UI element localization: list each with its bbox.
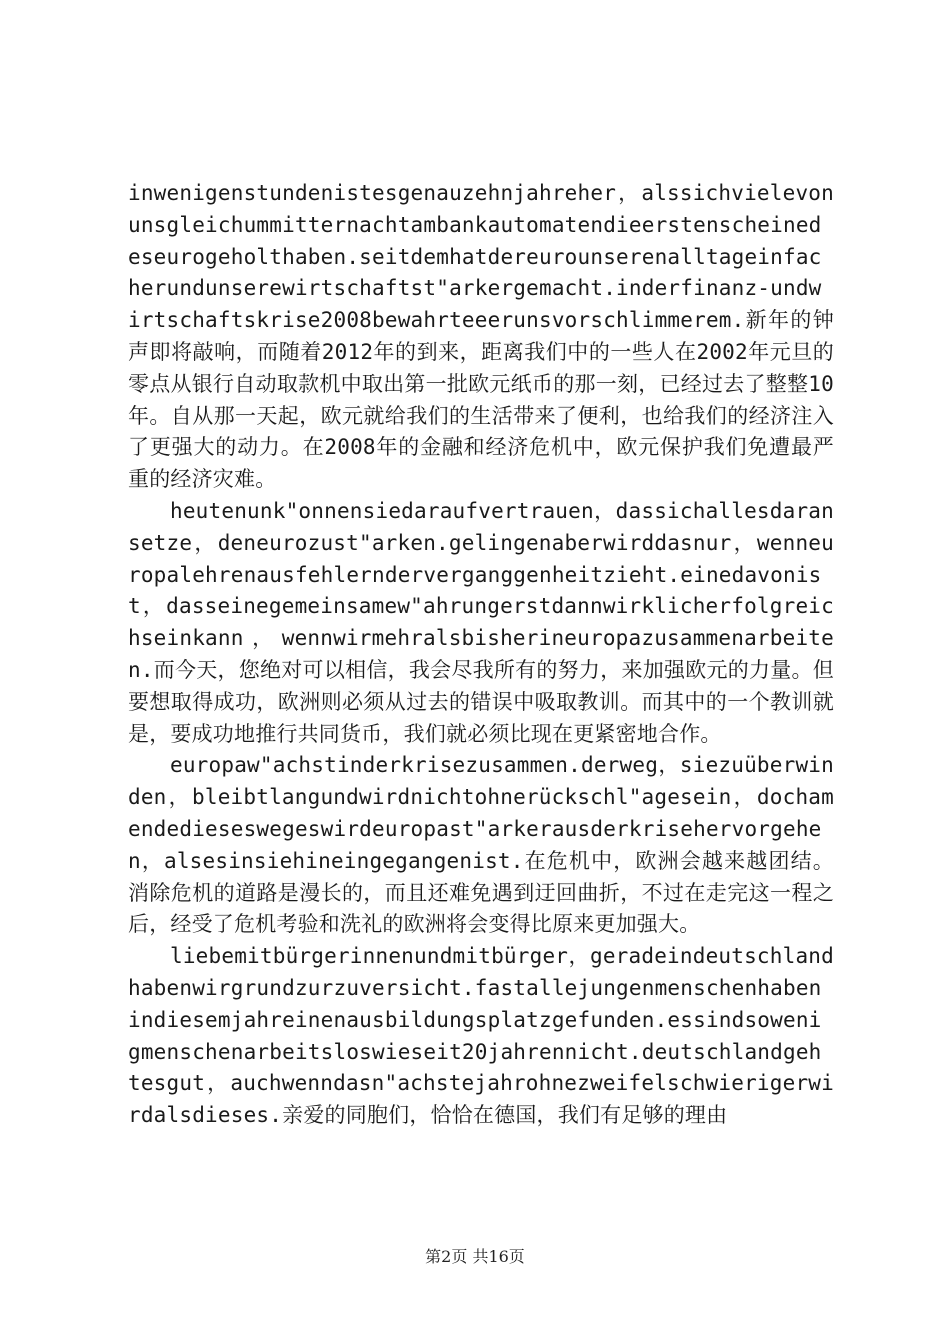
body-text xyxy=(128,178,834,1132)
paragraph-2: heutenunk"onnensiedaraufvertrauen，dassichallesdaransetze，deneurozust"arken.gelingenaberwirddasnur，wenneuropalehrenausfehlernderverganggenheitzieht.einedavonist，dasseinegemeinsamew"ahrungerstdannwirklicherfolgreichseinkann，wennwirmehralsbisherineuropazusammenarbeiten.而今天，您绝对可以相信，我会尽我所有的努力，来加强欧元的力量。但要想取得成功，欧洲则必须从过去的错误中吸取教训。而其中的一个教训就是，要成功地推行共同货币，我们就必须比现在更紧密地合作。 xyxy=(128,498,834,746)
page-number-footer: 第2页 共16页 xyxy=(425,1247,525,1266)
paragraph-1: inwenigenstundenistesgenauzehnjahreher，alssichvielevonunsgleichummitternachtambankautomatendieerstenscheinedeseurogeholthaben.seitdemhatdereurounserenalltageinfacherundunserewirtschaftst"arkergemacht.inderfinanz-undwirtschaftskrise2008bewahrteeerunsvorschlimmerem.新年的钟声即将敲响，而随着2012年的到来，距离我们中的一些人在2002年元旦的零点从银行自动取款机中取出第一批欧元纸币的那一刻，已经过去了整整10年。自从那一天起，欧元就给我们的生活带来了便利，也给我们的经济注入了更强大的动力。在2008年的金融和经济危机中，欧元保护我们免遭最严重的经济灾难。 xyxy=(128,181,834,492)
paragraph-3: europaw"achstinderkrisezusammen.derweg，siezuüberwinden，bleibtlangundwirdnichtohnerückschl"agesein，dochamendedieseswegeswirdeuropast"arkerausderkrisehervorgehen，alsesinsiehineingegangenist.在危机中，欧洲会越来越团结。消除危机的道路是漫长的，而且还难免遇到迂回曲折，不过在走完这一程之后，经受了危机考验和洗礼的欧洲将会变得比原来更加强大。 xyxy=(128,753,834,937)
paragraph-4: liebemitbürgerinnenundmitbürger，geradeindeutschlandhabenwirgrundzurzuversicht.fastallejungenmenschenhabenindiesemjahreinenausbildungsplatzgefunden.essindsowenigmenschenarbeitsloswieseit20jahrennicht.deutschlandgehtesgut，auchwenndasn"achstejahrohnezweifelschwierigerwirdalsdieses.亲爱的同胞们，恰恰在德国，我们有足够的理由 xyxy=(128,944,834,1128)
